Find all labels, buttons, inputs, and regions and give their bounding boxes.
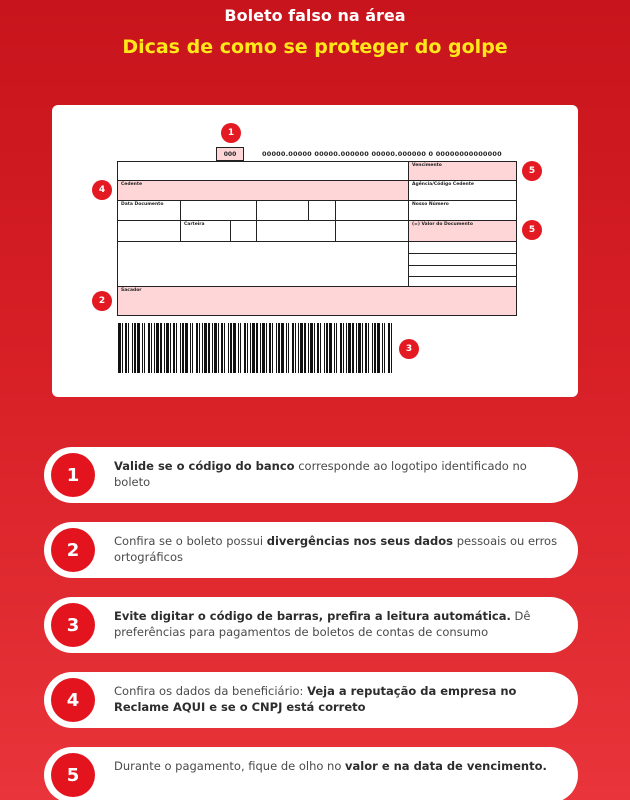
divider	[408, 253, 517, 254]
marker-5: 5	[522, 161, 542, 181]
doc-cell-3	[256, 200, 309, 221]
tip-text: Confira se o boleto possui divergências nos seus dados pessoais ou erros ortográficos	[114, 534, 558, 564]
row4-cell-4	[256, 220, 336, 242]
row4-cell-5	[335, 220, 409, 242]
vencimento-field: Vencimento	[408, 161, 517, 181]
tip-card-1	[44, 447, 578, 503]
sacador-field: Sacador	[117, 286, 517, 316]
bank-code-field: 000	[216, 147, 244, 161]
tip-card-2	[44, 522, 578, 578]
divider	[408, 265, 517, 266]
tip-number-badge: 1	[51, 453, 95, 497]
valor-documento-field: (=) Valor do Documento	[408, 220, 517, 242]
boleto-illustration-card	[52, 105, 578, 397]
tip-number-badge: 3	[51, 603, 95, 647]
marker-4: 4	[92, 180, 112, 200]
boleto-form	[52, 105, 578, 397]
tip-card-3	[44, 597, 578, 653]
tip-text: Evite digitar o código de barras, prefira a leitura automática. Dê preferências para pagamentos de boletos de contas de consumo	[114, 609, 531, 639]
marker-3: 3	[399, 339, 419, 359]
page-title: Boleto falso na área	[224, 6, 406, 25]
divider	[408, 276, 517, 277]
nosso-numero-field: Nosso Número	[408, 200, 517, 221]
tip-card-5	[44, 747, 578, 800]
tip-number-badge: 2	[51, 528, 95, 572]
doc-cell-4	[308, 200, 336, 221]
digitable-line: 00000.00000 00000.000000 00000.000000 0 00000000000000	[262, 150, 502, 158]
tip-number-badge: 5	[51, 753, 95, 797]
agencia-field: Agência/Código Cedente	[408, 180, 517, 201]
page-subtitle: Dicas de como se proteger do golpe	[122, 36, 508, 58]
tip-text: Valide se o código do banco corresponde ao logotipo identificado no boleto	[114, 459, 527, 489]
doc-cell-5	[335, 200, 409, 221]
marker-1: 1	[221, 123, 241, 143]
tip-number-badge: 4	[51, 678, 95, 722]
marker-5-valor: 5	[522, 220, 542, 240]
data-documento-field: Data Documento	[117, 200, 181, 221]
barcode	[118, 323, 394, 373]
carteira-field: Carteira	[180, 220, 231, 242]
row4-cell-1	[117, 220, 181, 242]
doc-cell-2	[180, 200, 257, 221]
tip-text: Durante o pagamento, fique de olho no valor e na data de vencimento.	[114, 759, 547, 773]
divider	[408, 241, 409, 286]
cedente-field: Cedente	[117, 180, 409, 201]
tip-card-4	[44, 672, 578, 728]
marker-2: 2	[92, 291, 112, 311]
row4-cell-3	[230, 220, 257, 242]
tip-text: Confira os dados da beneficiário: Veja a reputação da empresa no Reclame AQUI e se o CNPJ está correto	[114, 684, 517, 714]
